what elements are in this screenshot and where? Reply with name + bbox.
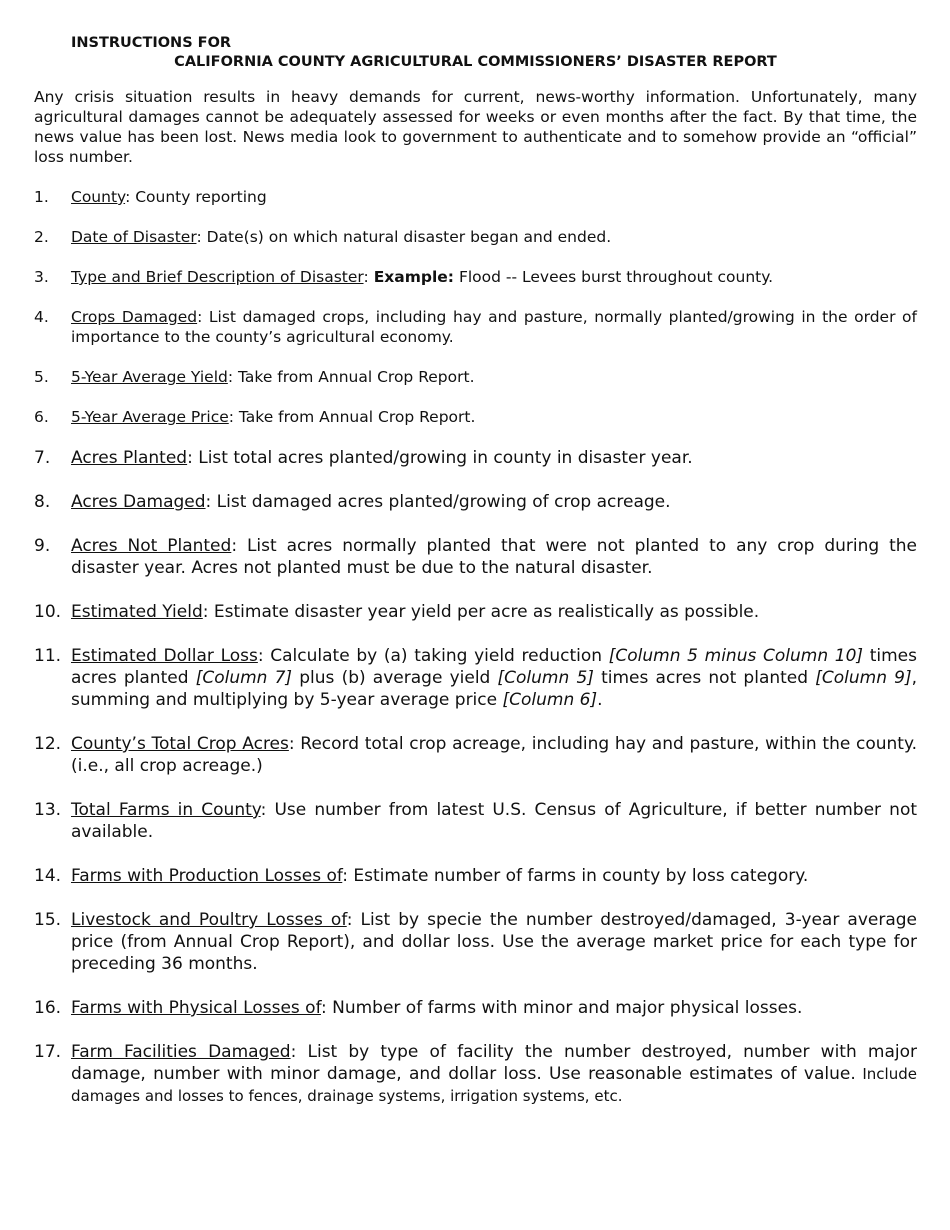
item-text: . [597,690,603,710]
item-number: 15. [34,910,62,930]
item-text: : Use number from latest U.S. Census of Agriculture, if better number not available. [71,800,918,842]
item-text-tail: Include damages and losses to fences, drainage systems, irrigation systems, etc. [71,1065,917,1105]
item-text: : Number of farms with minor and major physical losses. [320,998,803,1018]
item-term: Total Farms in County [71,800,261,820]
item-text: : Take from Annual Crop Report. [227,368,475,386]
item-text: plus (b) average yield [292,668,498,688]
column-reference: [Column 7] [195,668,293,688]
item-separator: : [363,268,374,286]
instruction-item-4 [34,307,917,347]
instruction-item-13 [34,799,917,843]
item-number: 13. [34,800,62,820]
instruction-item-14 [34,865,917,887]
item-text: : County reporting [125,188,267,206]
item-text: : Record total crop acreage, including hay and pasture, within the county. (i.e., all crop acreage.) [71,734,917,776]
item-text: : Take from Annual Crop Report. [228,408,476,426]
instruction-item-9 [34,535,917,579]
item-number: 16. [34,998,62,1018]
item-term: Farm Facilities Damaged [71,1042,291,1062]
item-term: Farms with Physical Losses of [71,998,321,1018]
item-number: 10. [34,602,62,622]
item-number: 3. [34,268,49,286]
item-number: 5. [34,368,49,386]
item-term: Estimated Dollar Loss [71,646,258,666]
item-term: Estimated Yield [71,602,203,622]
instruction-item-7 [34,447,917,469]
column-reference: [Column 5 minus Column 10] [608,646,864,666]
item-text: : List by type of facility the number destroyed, number with major damage, number with minor damage, and dollar loss. Use reasonable estimates of value. [71,1042,917,1084]
item-text: : Estimate disaster year yield per acre as realistically as possible. [202,602,760,622]
instruction-item-16 [34,997,917,1019]
item-text: : Calculate by (a) taking yield reduction [257,646,609,666]
item-text: : Estimate number of farms in county by loss category. [342,866,809,886]
column-reference: [Column 6] [502,690,598,710]
instruction-item-11 [34,645,917,711]
item-number: 14. [34,866,62,886]
item-example-label: Example: [373,268,455,286]
instruction-item-12 [34,733,917,777]
instruction-item-6 [34,407,917,427]
item-text: Flood -- Levees burst throughout county. [454,268,774,286]
instruction-item-10 [34,601,917,623]
item-number: 7. [34,448,51,468]
intro-paragraph: Any crisis situation results in heavy demands for current, news-worthy information. Unfortunately, many agricultural damages cannot be adequately assessed for weeks or even months after the fact. By that time, the news value has been lost. News media look to government to authenticate and to somehow provide an “official” loss number. [34,88,917,166]
item-text: : Date(s) on which natural disaster began and ended. [196,228,612,246]
item-number: 17. [34,1042,62,1062]
item-number: 11. [34,646,62,666]
instruction-item-15 [34,909,917,975]
item-number: 8. [34,492,51,512]
item-number: 4. [34,308,49,326]
item-term: County’s Total Crop Acres [71,734,289,754]
item-term: Date of Disaster [71,228,197,246]
item-text: : List total acres planted/growing in county in disaster year. [187,448,693,468]
instruction-item-8 [34,491,917,513]
item-term: Livestock and Poultry Losses of [71,910,347,930]
item-term: 5-Year Average Yield [71,368,228,386]
item-text: : List by specie the number destroyed/damaged, 3-year average price (from Annual Crop Report), and dollar loss. Use the average market price for each type for preceding 36 months. [71,910,917,974]
item-term: Acres Not Planted [71,536,232,556]
item-term: Acres Planted [71,448,188,468]
item-term: Type and Brief Description of Disaster [71,268,364,286]
item-number: 12. [34,734,62,754]
instruction-item-17 [34,1041,917,1107]
item-text: : List damaged crops, including hay and pasture, normally planted/growing in the order of importance to the county’s agricultural economy. [71,308,917,346]
item-term: Farms with Production Losses of [71,866,343,886]
item-number: 6. [34,408,49,426]
column-reference: [Column 9] [815,668,912,688]
column-reference: [Column 5] [497,668,594,688]
title-line-2: CALIFORNIA COUNTY AGRICULTURAL COMMISSIONERS’ DISASTER REPORT [174,54,777,70]
item-term: 5-Year Average Price [71,408,229,426]
item-term: County [71,188,126,206]
item-number: 1. [34,188,49,206]
document-page [34,34,917,1129]
instruction-item-3 [34,267,917,287]
item-text: : List damaged acres planted/growing of crop acreage. [205,492,671,512]
item-text: , summing and multiplying by 5-year average price [71,668,918,710]
title-line-1: INSTRUCTIONS FOR [71,35,232,51]
instruction-item-2 [34,227,917,247]
instruction-item-5 [34,367,917,387]
item-text: times acres not planted [593,668,816,688]
instruction-item-1 [34,187,917,207]
item-text: times acres planted [71,646,917,688]
item-term: Acres Damaged [71,492,206,512]
item-number: 9. [34,536,51,556]
item-text: : List acres normally planted that were not planted to any crop during the disaster year. Acres not planted must be due to the natural disaster. [71,536,917,578]
item-term: Crops Damaged [71,308,198,326]
item-number: 2. [34,228,49,246]
